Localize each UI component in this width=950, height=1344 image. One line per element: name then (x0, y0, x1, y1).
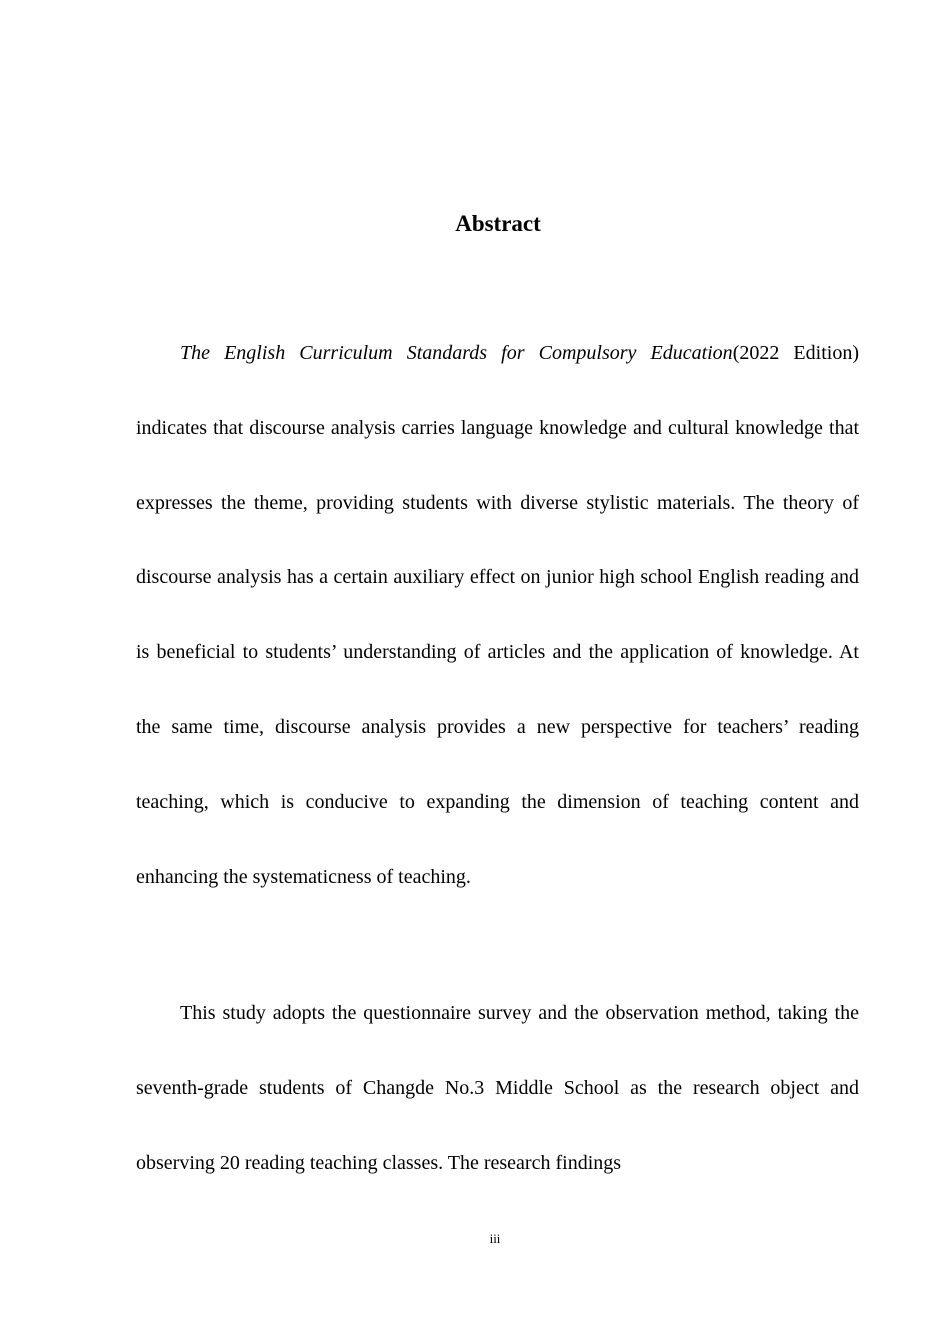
paragraph-1-text: (2022 Edition) indicates that discourse analysis carries language knowledge and cultural knowledge that expresses the theme, providing students with diverse stylistic materials. The theory of discourse analysis has a certain auxiliary effect on junior high school English reading and is beneficial to students’ understanding of articles and the application of knowledge. At the same time, discourse analysis provides a new perspective for teachers’ reading teaching, which is conducive to expanding the dimension of teaching content and enhancing the systematicness of teaching. (136, 342, 859, 888)
abstract-heading: Abstract (455, 211, 541, 236)
paragraph-2-text: This study adopts the questionnaire survey and the observation method, taking the seventh-grade students of Changde No.3 Middle School as the research object and observing 20 reading teaching classes. The research findings (136, 1002, 859, 1174)
page-number: iii (489, 1231, 501, 1246)
abstract-paragraph-2 (136, 976, 859, 1200)
curriculum-standards-title: The English Curriculum Standards for Compulsory Education (180, 342, 733, 364)
abstract-paragraph-1 (136, 316, 859, 914)
